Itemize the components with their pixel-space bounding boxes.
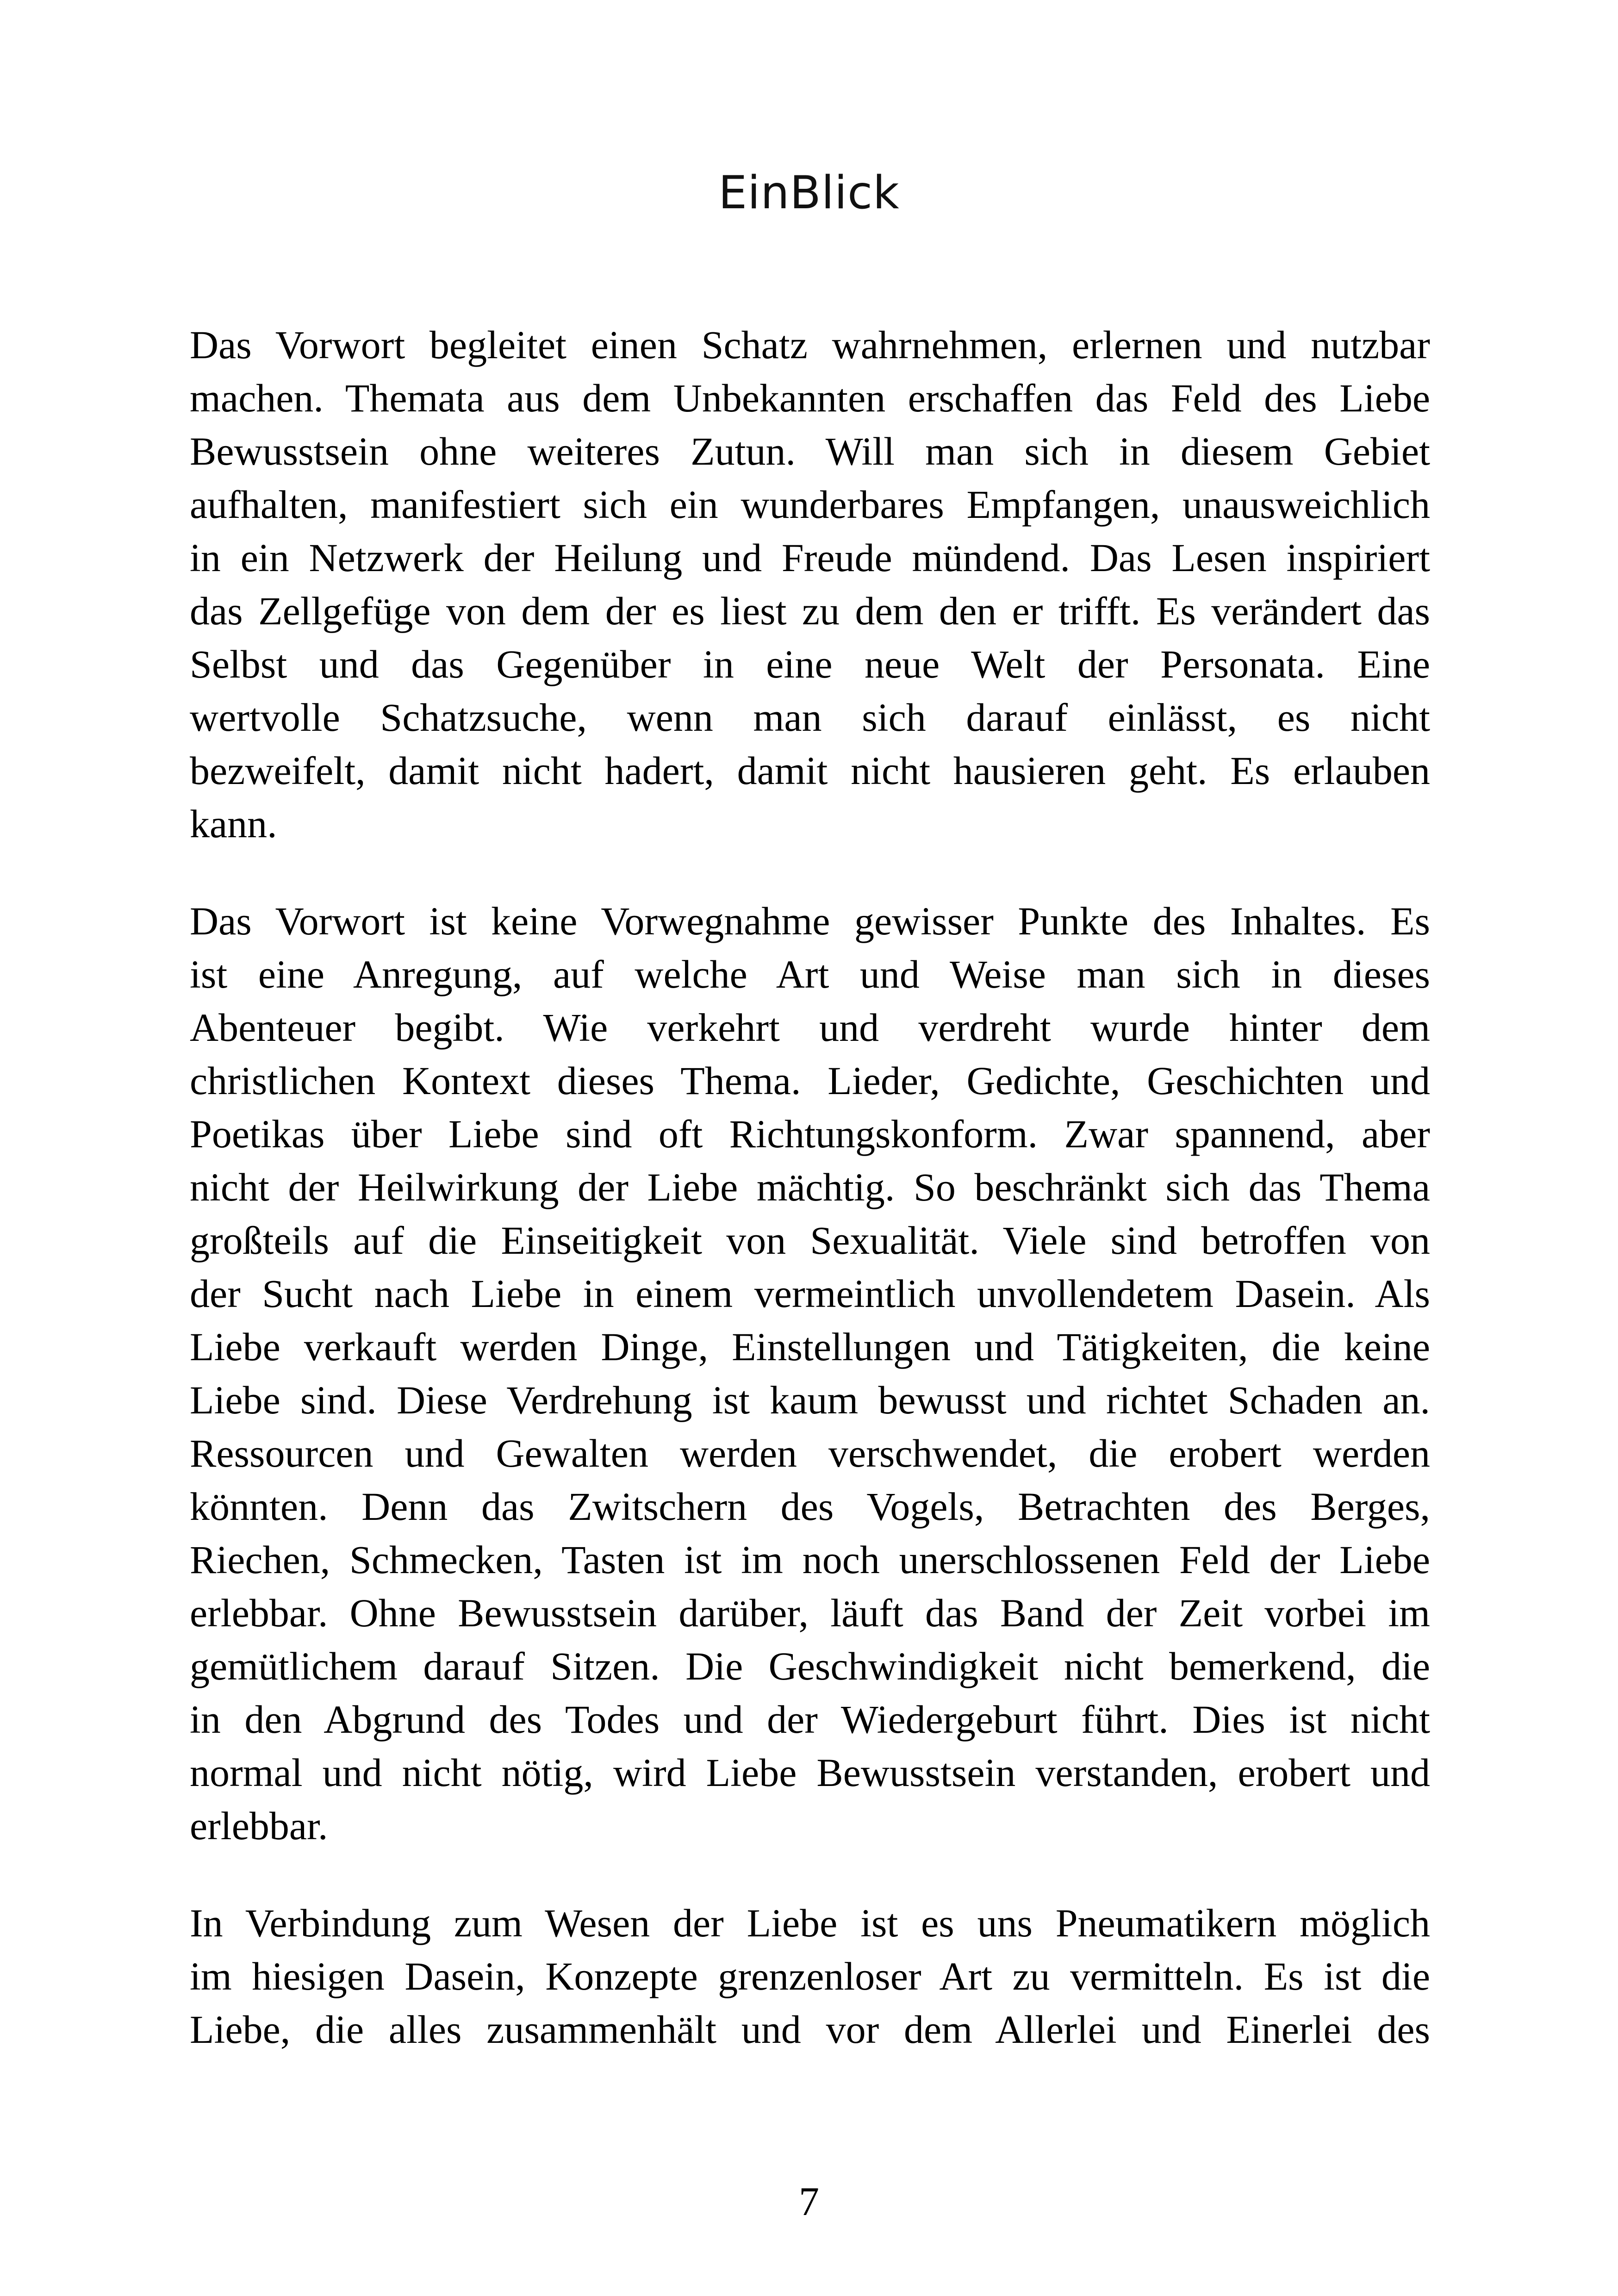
text-line: machen. Themata aus dem Unbekannten erschaffen das Feld des Liebe: [190, 376, 1430, 420]
text-line: Das Vorwort begleitet einen Schatz wahrnehmen, erlernen und nutzbar: [190, 323, 1430, 367]
text-line: gemütlichem darauf Sitzen. Die Geschwindigkeit nicht bemerkend, die: [190, 1644, 1430, 1688]
text-line: in ein Netzwerk der Heilung und Freude mündend. Das Lesen inspiriert: [190, 535, 1430, 580]
page-number: 7: [799, 2179, 819, 2224]
text-line: erlebbar.: [190, 1804, 328, 1848]
text-line: Liebe sind. Diese Verdrehung ist kaum bewusst und richtet Schaden an.: [190, 1378, 1430, 1422]
text-line: christlichen Kontext dieses Thema. Lieder, Gedichte, Geschichten und: [190, 1058, 1430, 1103]
text-line: wertvolle Schatzsuche, wenn man sich darauf einlässt, es nicht: [190, 695, 1430, 740]
text-line: kann.: [190, 802, 277, 846]
text-line: bezweifelt, damit nicht hadert, damit nicht hausieren geht. Es erlauben: [190, 748, 1430, 793]
text-line: Bewusstsein ohne weiteres Zutun. Will man sich in diesem Gebiet: [190, 429, 1430, 473]
page-title: EinBlick: [718, 167, 900, 219]
text-line: das Zellgefüge von dem der es liest zu dem den er trifft. Es verändert das: [190, 589, 1430, 633]
paragraph-1: [190, 318, 1430, 851]
text-line: aufhalten, manifestiert sich ein wunderbares Empfangen, unausweichlich: [190, 482, 1430, 527]
text-line: der Sucht nach Liebe in einem vermeintlich unvollendetem Dasein. Als: [190, 1271, 1430, 1316]
text-line: erlebbar. Ohne Bewusstsein darüber, läuft das Band der Zeit vorbei im: [190, 1591, 1430, 1635]
text-line: in den Abgrund des Todes und der Wiedergeburt führt. Dies ist nicht: [190, 1697, 1430, 1742]
body-text: [190, 318, 1430, 2100]
text-line: ist eine Anregung, auf welche Art und Weise man sich in dieses: [190, 952, 1430, 996]
text-line: Ressourcen und Gewalten werden verschwendet, die erobert werden: [190, 1431, 1430, 1475]
text-line: Liebe verkauft werden Dinge, Einstellungen und Tätigkeiten, die keine: [190, 1325, 1430, 1369]
text-line: Liebe, die alles zusammenhält und vor dem Allerlei und Einerlei des: [190, 2007, 1430, 2052]
text-line: könnten. Denn das Zwitschern des Vogels, Betrachten des Berges,: [190, 1484, 1430, 1529]
text-line: im hiesigen Dasein, Konzepte grenzenloser Art zu vermitteln. Es ist die: [190, 1954, 1430, 1998]
paragraph-2: [190, 895, 1430, 1853]
text-line: Das Vorwort ist keine Vorwegnahme gewisser Punkte des Inhaltes. Es: [190, 899, 1430, 943]
paragraph-3: [190, 1897, 1430, 2056]
text-line: Abenteuer begibt. Wie verkehrt und verdreht wurde hinter dem: [190, 1005, 1430, 1050]
text-line: großteils auf die Einseitigkeit von Sexualität. Viele sind betroffen von: [190, 1218, 1430, 1263]
text-line: In Verbindung zum Wesen der Liebe ist es uns Pneumatikern möglich: [190, 1901, 1430, 1945]
text-line: Poetikas über Liebe sind oft Richtungskonform. Zwar spannend, aber: [190, 1112, 1430, 1156]
text-line: normal und nicht nötig, wird Liebe Bewusstsein verstanden, erobert und: [190, 1750, 1430, 1795]
text-line: Selbst und das Gegenüber in eine neue Welt der Personata. Eine: [190, 642, 1430, 686]
text-line: nicht der Heilwirkung der Liebe mächtig. So beschränkt sich das Thema: [190, 1165, 1430, 1209]
text-line: Riechen, Schmecken, Tasten ist im noch unerschlossenen Feld der Liebe: [190, 1537, 1430, 1582]
